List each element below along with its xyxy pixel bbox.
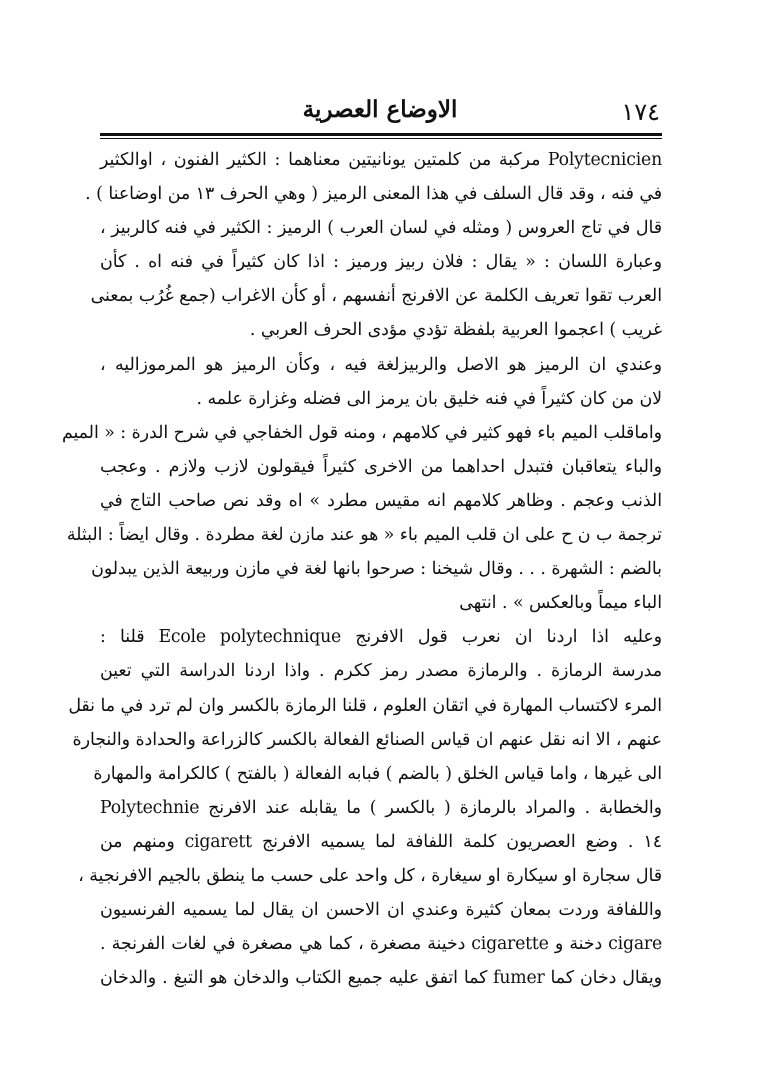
page-header bbox=[100, 96, 660, 132]
page-body bbox=[61, 143, 663, 995]
page-number: ١٧٤ bbox=[621, 98, 660, 126]
text-line: قال في تاج العروس ( ومثله في لسان العرب ) الرميز : الكثير في فنه كالربيز ، bbox=[100, 218, 662, 239]
text-line: واللفافة وردت بمعان كثيرة وعندي ان الاحسن ان يقال لما يسميه الفرنسيون bbox=[100, 900, 662, 921]
text-line: المرء لاكتساب المهارة في اتقان العلوم ، قلنا الرمازة بالكسر وان لم ترد في ما نقل bbox=[68, 695, 662, 716]
text-line: والباء يتعاقبان فتبدل احداهما من الاخرى كثيراً فيقولون لازب ولازم . وعجب bbox=[100, 456, 662, 477]
text-line: قال سجارة او سيكارة او سيغارة ، كل واحد على حسب ما ينطق بالجيم الافرنجية ، bbox=[78, 865, 662, 886]
text-line: واماقلب الميم باء فهو كثير في كلامهم ، ومنه قول الخفاجي في شرح الدرة : « الميم bbox=[61, 422, 662, 443]
text-line: ويقال دخان كما fumer كما اتفق عليه جميع الكتاب والدخان هو التبغ . والدخان bbox=[100, 968, 662, 989]
text-line: الى غيرها ، واما قياس الخلق ( بالضم ) فبابه الفعالة ( بالفتح ) كالكرامة والمهارة bbox=[93, 763, 662, 784]
text-line: الباء ميماً وبالعكس » . انتهى bbox=[459, 593, 662, 614]
text-line: الذنب وعجم . وظاهر كلامهم انه مقيس مطرد » اه وقد نص صاحب التاج في bbox=[100, 490, 662, 511]
text-line: وعليه اذا اردنا ان نعرب قول الافرنج Ecole polytechnique قلنا : bbox=[100, 627, 662, 648]
running-title: الاوضاع العصرية bbox=[302, 96, 458, 123]
text-line: غريب ) اعجموا العربية بلفظة تؤدي مؤدى الحرف العربي . bbox=[249, 320, 662, 341]
text-line: cigare دخنة و cigarette دخينة مصغرة ، كما هي مصغرة في لغات الفرنجة . bbox=[100, 934, 663, 955]
text-line: Polytecnicien مركبة من كلمتين يونانيتين معناهما : الكثير الفنون ، اوالكثير bbox=[100, 150, 662, 170]
text-line: في فنه ، وقد قال السلف في هذا المعنى الرميز ( وهي الحرف ١٣ من اوضاعنا ) . bbox=[85, 184, 662, 205]
text-line: عنهم ، الا انه نقل عنهم ان قياس الصنائع الفعالة بالكسر كالزراعة والحدادة والنجارة bbox=[72, 729, 662, 750]
header-rule bbox=[100, 133, 662, 136]
text-line: العرب تقوا تعريف الكلمة عن الافرنج أنفسهم ، أو كأن الاغراب (جمع غُرُب بمعنى bbox=[90, 286, 662, 307]
text-line: لان من كان كثيراً في فنه خليق بان يرمز الى فضله وغزارة علمه . bbox=[196, 388, 662, 409]
text-line: مدرسة الرمازة . والرمازة مصدر رمز ككرم . واذا اردنا الدراسة التي تعين bbox=[100, 661, 662, 682]
text-line: وعبارة اللسان : « يقال : فلان ربيز ورميز : اذا كان كثيراً في فنه اه . كأن bbox=[100, 252, 662, 273]
text-line: والخطابة . والمراد بالرمازة ( بالكسر ) ما يقابله عند الافرنج Polytechnie bbox=[100, 797, 662, 818]
text-line: بالضم : الشهرة . . . وقال شيخنا : صرحوا بانها لغة في مازن وربيعة الذين يبدلون bbox=[91, 559, 662, 580]
text-line: ١٤ . وضع العصريون كلمة اللفافة لما يسميه الافرنج cigarett ومنهم من bbox=[100, 831, 662, 852]
header-rule-thin bbox=[100, 138, 662, 139]
text-line: ترجمة ب ن ح على ان قلب الميم باء « هو عند مازن لغة مطردة . وقال ايضاً : البثلة bbox=[66, 525, 662, 546]
text-line: وعندي ان الرميز هو الاصل والربيزلغة فيه ، وكأن الرميز هو المرموزاليه ، bbox=[100, 354, 662, 375]
